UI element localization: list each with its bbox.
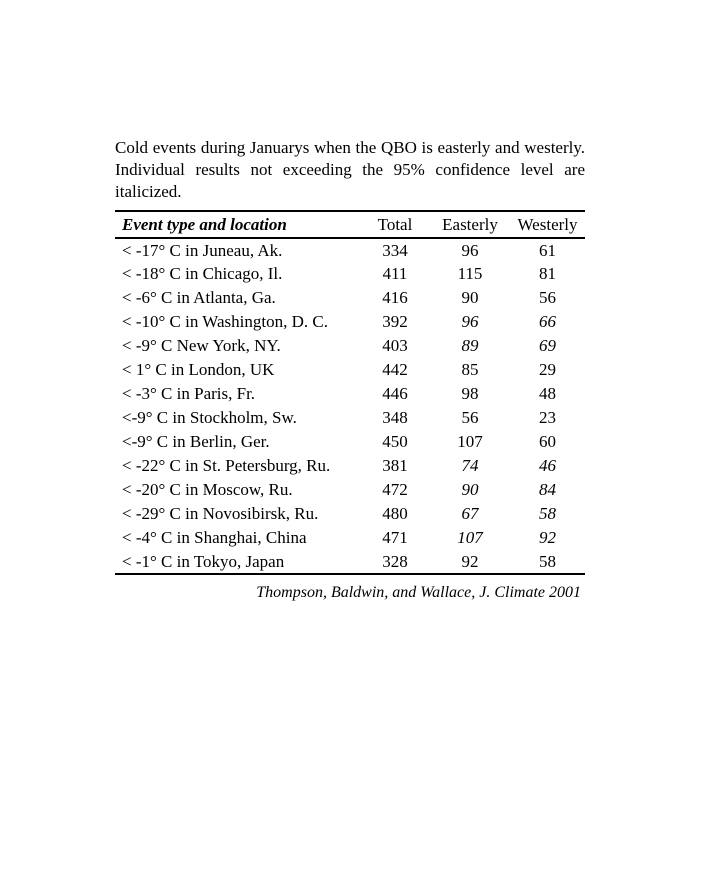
header-event-type: Event type and location (122, 214, 287, 234)
total-value: 471 (382, 528, 408, 547)
total-value: 328 (382, 551, 408, 571)
easterly-value: 89 (461, 336, 479, 355)
westerly-value: 58 (539, 504, 556, 523)
table-caption: Cold events during Januarys when the QBO is easterly and westerly. Individual results not exceeding the 95% confidence level are italicized. (115, 138, 585, 201)
easterly-value: 107 (457, 432, 483, 451)
easterly-value: 85 (461, 360, 479, 379)
total-value: 334 (382, 240, 408, 260)
easterly-value: 90 (461, 480, 479, 499)
total-value: 480 (382, 504, 408, 523)
easterly-value: 96 (461, 240, 479, 260)
westerly-value: 60 (539, 432, 556, 451)
total-value: 472 (382, 480, 408, 499)
table-figure (115, 137, 585, 602)
table-row (115, 358, 585, 382)
easterly-value: 90 (461, 288, 479, 307)
total-value: 446 (382, 384, 408, 403)
easterly-value: 56 (461, 408, 479, 427)
table-row (115, 550, 585, 574)
event-label: < -20° C in Moscow, Ru. (122, 480, 293, 499)
westerly-value: 66 (539, 312, 556, 331)
event-label: < -4° C in Shanghai, China (122, 528, 307, 547)
table-row (115, 382, 585, 406)
cold-events-table (115, 210, 585, 575)
event-label: < 1° C in London, UK (122, 360, 275, 379)
total-value: 442 (382, 360, 408, 379)
event-label: < -10° C in Washington, D. C. (122, 312, 328, 331)
westerly-value: 61 (539, 240, 556, 260)
easterly-value: 115 (457, 264, 483, 283)
easterly-value: 107 (457, 528, 483, 547)
total-value: 416 (382, 288, 408, 307)
westerly-value: 58 (539, 551, 556, 571)
total-value: 381 (382, 456, 408, 475)
easterly-value: 98 (461, 384, 479, 403)
westerly-value: 23 (539, 408, 556, 427)
event-label: < -9° C New York, NY. (122, 336, 281, 355)
westerly-value: 56 (539, 288, 556, 307)
event-label: < -3° C in Paris, Fr. (122, 384, 256, 403)
table-row (115, 502, 585, 526)
total-value: 450 (382, 432, 408, 451)
header-westerly: Westerly (517, 214, 578, 234)
westerly-value: 48 (539, 384, 556, 403)
table-row (115, 334, 585, 358)
header-total: Total (377, 214, 413, 234)
event-label: < -18° C in Chicago, Il. (122, 264, 283, 283)
westerly-value: 29 (539, 360, 556, 379)
table-row (115, 262, 585, 286)
westerly-value: 84 (539, 480, 556, 499)
event-label: < -22° C in St. Petersburg, Ru. (122, 456, 331, 475)
westerly-value: 69 (539, 336, 556, 355)
table-row (115, 310, 585, 334)
event-label: < -29° C in Novosibirsk, Ru. (122, 504, 319, 523)
easterly-value: 74 (461, 456, 479, 475)
table-row (115, 454, 585, 478)
event-label: < -1° C in Tokyo, Japan (122, 551, 285, 571)
table-row (115, 286, 585, 310)
table-row (115, 406, 585, 430)
westerly-value: 81 (539, 264, 556, 283)
westerly-value: 46 (539, 456, 556, 475)
table-row (115, 238, 585, 262)
westerly-value: 92 (539, 528, 556, 547)
event-label: < -17° C in Juneau, Ak. (122, 240, 283, 260)
total-value: 411 (382, 264, 408, 283)
easterly-value: 96 (461, 312, 479, 331)
total-value: 392 (382, 312, 408, 331)
header-easterly: Easterly (442, 214, 498, 234)
event-label: <-9° C in Stockholm, Sw. (122, 408, 297, 427)
table-row (115, 478, 585, 502)
table-row (115, 430, 585, 454)
easterly-value: 67 (461, 504, 479, 523)
event-label: < -6° C in Atlanta, Ga. (122, 288, 276, 307)
event-label: <-9° C in Berlin, Ger. (122, 432, 270, 451)
table-row (115, 526, 585, 550)
total-value: 403 (382, 336, 408, 355)
table-header-row (115, 211, 585, 238)
total-value: 348 (382, 408, 408, 427)
source-citation: Thompson, Baldwin, and Wallace, J. Climate 2001 (256, 584, 581, 601)
easterly-value: 92 (461, 551, 479, 571)
